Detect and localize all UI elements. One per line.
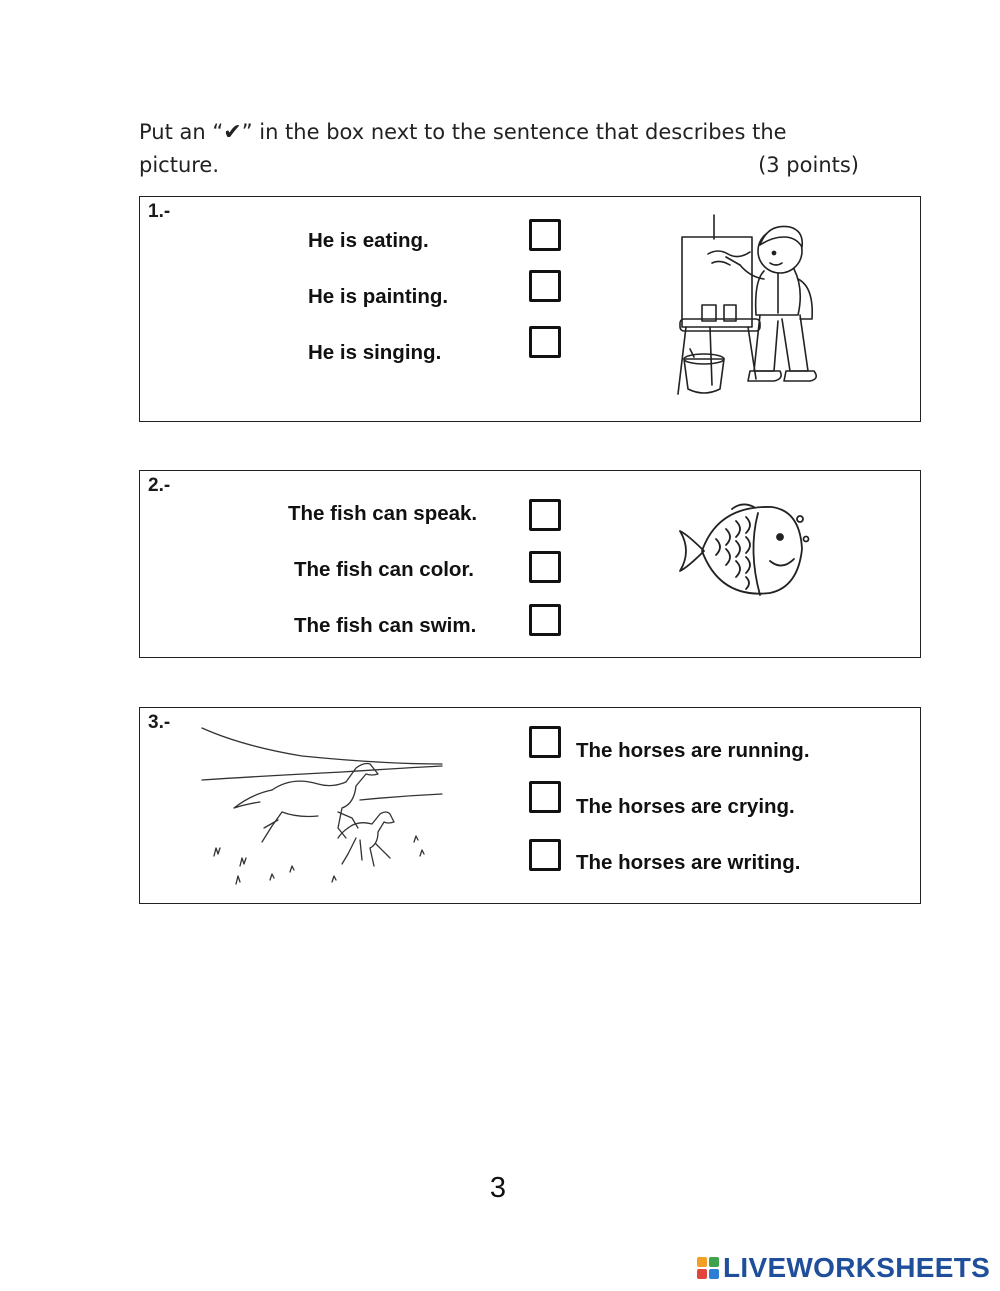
option-text: The fish can swim. <box>294 614 477 637</box>
option-text: The fish can speak. <box>288 502 478 525</box>
logo-tile-green <box>709 1257 719 1267</box>
question-number: 1.- <box>148 201 171 222</box>
brand-name: LIVEWORKSHEETS <box>723 1252 991 1283</box>
points-label: (3 points) <box>758 153 859 177</box>
boy-painting-illustration <box>670 209 826 409</box>
question-1-box <box>139 196 921 422</box>
checkmark-icon: ✔ <box>223 120 242 145</box>
instruction-text-picture: picture. <box>139 153 220 177</box>
option-text: The horses are crying. <box>576 795 795 818</box>
answer-checkbox[interactable] <box>529 839 561 871</box>
answer-checkbox[interactable] <box>529 219 561 251</box>
instruction-text-start: Put an “ <box>139 120 224 144</box>
instruction-line-2 <box>139 149 859 182</box>
liveworksheets-logo[interactable] <box>697 1252 990 1284</box>
option-text: He is singing. <box>308 341 442 364</box>
answer-checkbox[interactable] <box>529 604 561 636</box>
question-2-box <box>139 470 921 658</box>
logo-tile-blue <box>709 1269 719 1279</box>
option-text: He is painting. <box>308 285 449 308</box>
option-text: He is eating. <box>308 229 429 252</box>
answer-checkbox[interactable] <box>529 551 561 583</box>
page-number: 3 <box>489 1172 507 1204</box>
instructions <box>139 116 859 182</box>
question-number: 3.- <box>148 712 171 733</box>
answer-checkbox[interactable] <box>529 499 561 531</box>
logo-tile-orange <box>697 1257 707 1267</box>
answer-checkbox[interactable] <box>529 326 561 358</box>
brand-logo-icon <box>697 1257 719 1279</box>
option-text: The fish can color. <box>294 558 474 581</box>
fish-illustration <box>676 499 812 607</box>
option-text: The horses are running. <box>576 739 810 762</box>
answer-checkbox[interactable] <box>529 270 561 302</box>
answer-checkbox[interactable] <box>529 781 561 813</box>
option-text: The horses are writing. <box>576 851 801 874</box>
logo-tile-red <box>697 1269 707 1279</box>
horses-running-illustration <box>200 716 450 888</box>
answer-checkbox[interactable] <box>529 726 561 758</box>
question-3-box <box>139 707 921 904</box>
instruction-line-1 <box>139 116 859 149</box>
instruction-text-end: ” in the box next to the sentence that describes the <box>241 120 787 144</box>
question-number: 2.- <box>148 475 171 496</box>
